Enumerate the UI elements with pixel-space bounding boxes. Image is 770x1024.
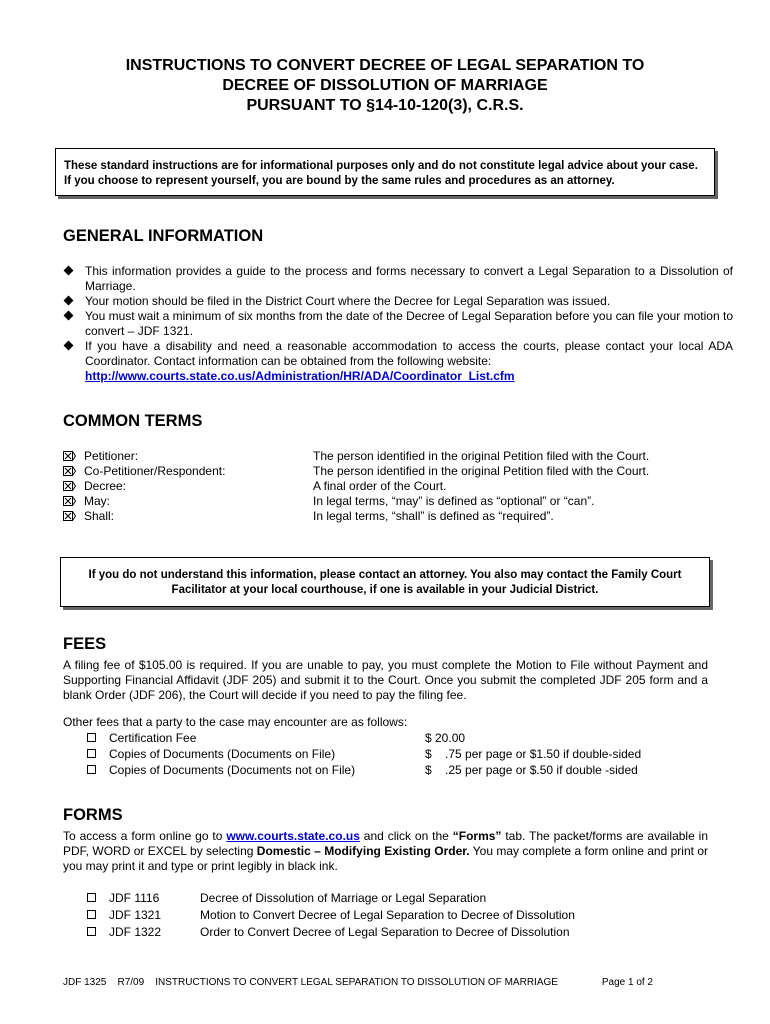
- courts-website-link[interactable]: www.courts.state.co.us: [226, 829, 360, 843]
- forms-list: [87, 891, 687, 942]
- form-description: Order to Convert Decree of Legal Separation to Decree of Dissolution: [200, 925, 570, 939]
- document-title: [60, 56, 710, 116]
- fees-heading: FEES: [63, 635, 107, 653]
- term-name: Petitioner:: [84, 449, 139, 463]
- diamond-bullet-icon: [64, 341, 74, 351]
- term-row: [63, 464, 703, 479]
- contact-notice-box: [60, 557, 710, 607]
- term-definition: The person identified in the original Petition filed with the Court.: [313, 464, 650, 478]
- fee-name: Copies of Documents (Documents not on File): [109, 763, 356, 777]
- contact-notice-text: If you do not understand this information, please contact an attorney. You also may contact the Family Court Facilitator at your local courthouse, if one is available in your Judicial District.: [88, 569, 682, 596]
- forms-selection: Domestic – Modifying Existing Order.: [256, 844, 470, 858]
- checkbox-x-icon: [63, 511, 76, 521]
- fees-paragraph: A filing fee of $105.00 is required. If you are unable to pay, you must complete the Motion to File without Payment and Supporting Financial Affidavit (JDF 205) and submit it to the Court. Once you submit the completed JDF 205 form and a blank Order (JDF 206), the Court will decide if you need to pay the filing fee.: [63, 658, 708, 702]
- list-item: Your motion should be filed in the District Court where the Decree for Legal Separation was issued.: [63, 294, 733, 309]
- term-definition: The person identified in the original Petition filed with the Court.: [313, 449, 650, 463]
- general-information-heading: GENERAL INFORMATION: [63, 227, 264, 245]
- footer-form-info: JDF 1325 R7/09 INSTRUCTIONS TO CONVERT LEGAL SEPARATION TO DISSOLUTION OF MARRIAGE: [63, 977, 558, 988]
- fee-row: [87, 731, 687, 747]
- fee-amount: $ 20.00: [425, 731, 466, 745]
- forms-heading: FORMS: [63, 806, 123, 824]
- diamond-bullet-icon: [64, 296, 74, 306]
- fee-amount: $ .25 per page or $.50 if double -sided: [425, 763, 638, 777]
- page-number: Page 1 of 2: [601, 977, 653, 988]
- checkbox-icon: [87, 927, 96, 936]
- form-description: Motion to Convert Decree of Legal Separation to Decree of Dissolution: [200, 908, 575, 922]
- checkbox-icon: [87, 765, 96, 774]
- term-definition: A final order of the Court.: [313, 479, 447, 493]
- fee-amount: $ .75 per page or $1.50 if double-sided: [425, 747, 642, 761]
- checkbox-icon: [87, 893, 96, 902]
- title-line-3: PURSUANT TO §14-10-120(3), C.R.S.: [246, 97, 524, 114]
- fee-row: [87, 747, 687, 763]
- checkbox-x-icon: [63, 496, 76, 506]
- term-row: [63, 449, 703, 464]
- form-id: JDF 1322: [109, 925, 162, 939]
- fee-row: [87, 763, 687, 779]
- checkbox-icon: [87, 910, 96, 919]
- common-terms-list: [63, 449, 703, 524]
- forms-paragraph: To access a form online go to www.courts.state.co.us and click on the “Forms” tab. The packet/forms are available in PDF, WORD or EXCEL by selecting Domestic – Modifying Existing Order. You may complete a form online and print or you may print it and type or print legibly in black ink.: [63, 829, 708, 873]
- checkbox-x-icon: [63, 466, 76, 476]
- list-item: This information provides a guide to the process and forms necessary to convert a Legal Separation to a Dissolution of Marriage.: [63, 264, 733, 294]
- fee-name: Copies of Documents (Documents on File): [109, 747, 336, 761]
- list-item: You must wait a minimum of six months from the date of the Decree of Legal Separation before you can file your motion to convert – JDF 1321.: [63, 309, 733, 339]
- general-information-list: [63, 264, 733, 384]
- page-footer: [63, 975, 653, 990]
- form-row: [87, 891, 687, 908]
- checkbox-x-icon: [63, 451, 76, 461]
- term-definition: In legal terms, “may” is defined as “optional” or “can”.: [313, 494, 595, 508]
- fee-list: [87, 731, 687, 779]
- title-line-1: INSTRUCTIONS TO CONVERT DECREE OF LEGAL SEPARATION TO: [125, 57, 645, 74]
- disclaimer-box: [55, 148, 715, 196]
- form-description: Decree of Dissolution of Marriage or Legal Separation: [200, 891, 487, 905]
- forms-tab-label: “Forms”: [452, 829, 502, 843]
- other-fees-intro: Other fees that a party to the case may encounter are as follows:: [63, 715, 408, 729]
- title-line-2: DECREE OF DISSOLUTION OF MARRIAGE: [222, 77, 548, 94]
- form-id: JDF 1116: [109, 891, 160, 905]
- checkbox-icon: [87, 749, 96, 758]
- term-definition: In legal terms, “shall” is defined as “required”.: [313, 509, 554, 523]
- checkbox-icon: [87, 733, 96, 742]
- form-id: JDF 1321: [109, 908, 162, 922]
- term-name: May:: [84, 494, 111, 508]
- checkbox-x-icon: [63, 481, 76, 491]
- diamond-bullet-icon: [64, 266, 74, 276]
- diamond-bullet-icon: [64, 311, 74, 321]
- form-row: [87, 925, 687, 942]
- ada-coordinator-link[interactable]: http://www.courts.state.co.us/Administration/HR/ADA/Coordinator_List.cfm: [85, 369, 515, 383]
- list-item: If you have a disability and need a reasonable accommodation to access the courts, please contact your local ADA Coordinator. Contact information can be obtained from the following website: http://www.courts.state.co.us/Administration/HR/ADA/Coordinator_List.cfm: [63, 339, 733, 384]
- term-name: Shall:: [84, 509, 115, 523]
- term-row: [63, 479, 703, 494]
- disclaimer-text: These standard instructions are for informational purposes only and do not constitute legal advice about your case. If you choose to represent yourself, you are bound by the same rules and procedures as an attorney.: [64, 160, 698, 187]
- fee-name: Certification Fee: [109, 731, 197, 745]
- form-row: [87, 908, 687, 925]
- term-row: [63, 509, 703, 524]
- term-name: Decree:: [84, 479, 127, 493]
- term-name: Co-Petitioner/Respondent:: [84, 464, 226, 478]
- term-row: [63, 494, 703, 509]
- common-terms-heading: COMMON TERMS: [63, 412, 203, 430]
